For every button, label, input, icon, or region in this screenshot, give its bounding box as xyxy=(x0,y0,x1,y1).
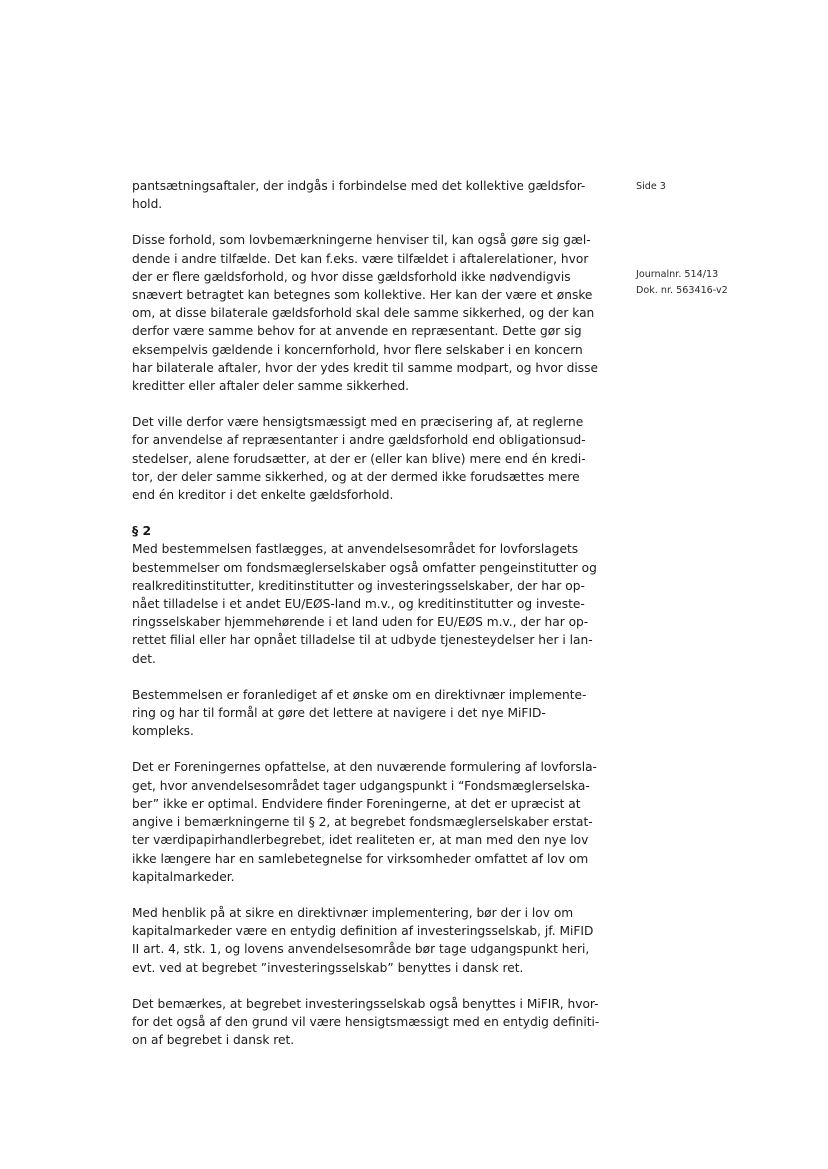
paragraph-implementation: Med henblik på at sikre en direktivnær implementering, bør der i lov om kapitalmarkeder være en entydig definition af investeringsselskab, jf. MiFID II art. 4, stk. 1, og lovens anvendelsesområde bør tage udgangspunkt heri, evt. ved at begrebet ”investeringsselskab” benyttes i dansk ret. xyxy=(132,905,594,975)
page-number: Side 3 xyxy=(636,181,666,192)
reference-block xyxy=(636,267,796,298)
paragraph-purpose: Bestemmelsen er foranlediget af et ønske om en direktivnær implemente- ring og har til formål at gøre det lettere at navigere i det nye MiFID- kompleks. xyxy=(132,687,587,739)
document-number: Dok. nr. 563416-v2 xyxy=(636,284,728,296)
paragraph-continuation: pantsætningsaftaler, der indgås i forbindelse med det kollektive gældsfor- hold. xyxy=(132,179,586,212)
paragraph-bilateral-debt: Disse forhold, som lovbemærkningerne henviser til, kan også gøre sig gæl- dende i andre tilfælde. Det kan f.eks. være tilfældet i aftalerelationer, hvor der er flere gældsforhold, og hvor disse gældsforhold ikke nødvendigvis snævert betragtet kan betegnes som kollektive. Her kan der være et ønske om, at disse bilaterale gældsforhold skal dele samme sikkerhed, og der kan derfor være samme behov for at anvende en repræsentant. Dette gør sig eksempelvis gældende i koncernforhold, hvor flere selskaber i en koncern har bilaterale aftaler, hvor der ydes kredit til samme modpart, og hvor disse kreditter eller aftaler deler samme sikkerhed. xyxy=(132,233,598,394)
paragraph-scope: Med bestemmelsen fastlægges, at anvendelsesområdet for lovforslagets bestemmelser om fondsmæglerselskaber også omfatter pengeinstitutter og realkreditinstitutter, kreditinstitutter og investeringsselskaber, der har op- nået tilladelse i et andet EU/EØS-land m.v., og kreditinstitutter og investe- ringsselskaber hjemmehørende i et land uden for EU/EØS m.v., der har op- rettet filial eller har opnået tilladelse til at udbyde tjenesteydelser her i lan- det. xyxy=(132,542,597,666)
main-text-column xyxy=(132,177,600,1067)
section-heading: § 2 xyxy=(132,523,152,539)
paragraph-clarification: Det ville derfor være hensigtsmæssigt med en præcisering af, at reglerne for anvendelse af repræsentanter i andre gældsforhold end obligationsud- stedelser, alene forudsætter, at der er (eller kan blive) mere end én kredi- tor, der deler samme sikkerhed, og at der dermed ikke forudsættes mere end én kreditor i det enkelte gældsforhold. xyxy=(132,415,586,503)
margin-column xyxy=(636,179,796,296)
paragraph-opinion: Det er Foreningernes opfattelse, at den nuværende formulering af lovforsla- get, hvor anvendelsesområdet tager udgangspunkt i “Fondsmæglerselska- ber” ikke er optimal. Endvidere finder Foreningerne, at det er upræcist at angive i bemærkningerne til § 2, at begrebet fondsmæglerselskaber erstat- ter værdipapirhandlerbegrebet, idet realiteten er, at man med den nye lov ikke længere har en samlebetegnelse for virksomheder omfattet af lov om kapitalmarkeder. xyxy=(132,760,597,884)
journal-number: Journalnr. 514/13 xyxy=(636,269,719,280)
paragraph-mifir: Det bemærkes, at begrebet investeringsselskab også benyttes i MiFIR, hvor- for det også af den grund vil være hensigtsmæssigt med en entydig definiti- on af begrebet i dansk ret. xyxy=(132,996,600,1048)
